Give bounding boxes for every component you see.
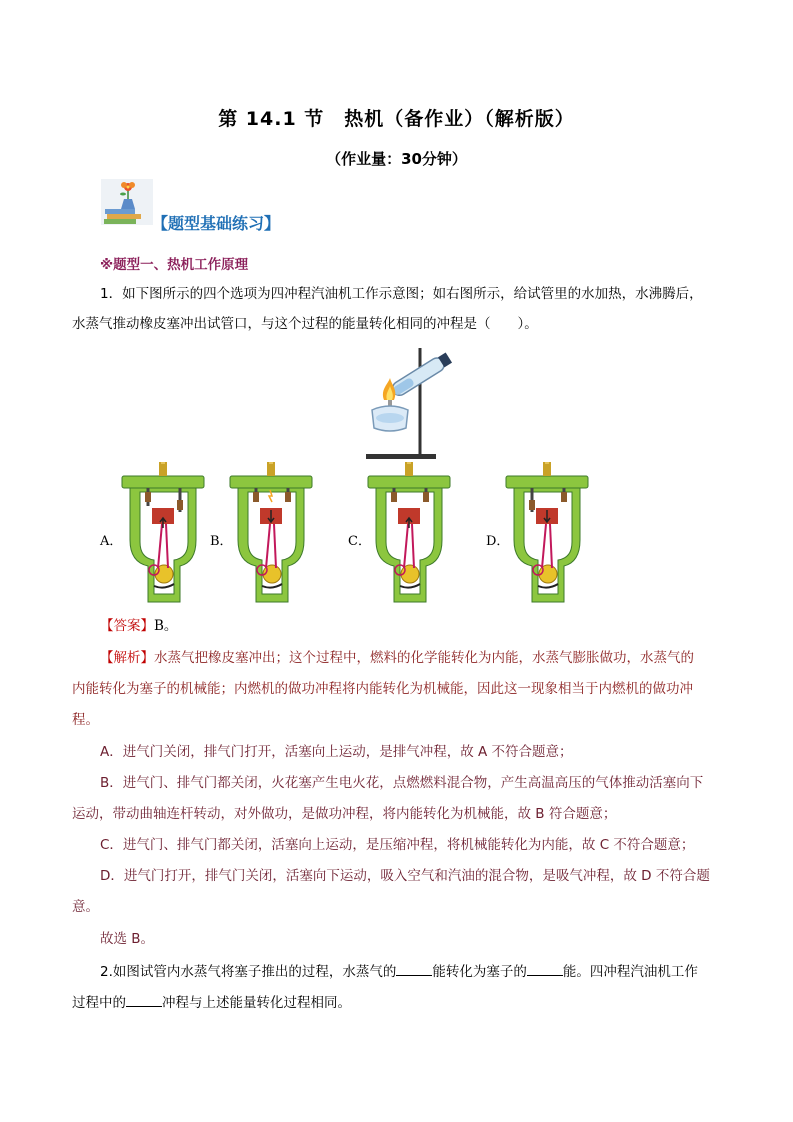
analysis-line-2: 内能转化为塞子的机械能；内燃机的做功冲程将内能转化为机械能，因此这一现象相当于内燃机的做功冲: [72, 681, 693, 697]
test-tube-apparatus-figure: [360, 340, 460, 462]
question-1-line-2: 水蒸气推动橡皮塞冲出试管口，与这个过程的能量转化相同的冲程是（ ）。: [72, 316, 538, 332]
answer-line: [100, 616, 177, 636]
analysis-option-b-1: B．进气门、排气门都关闭，火花塞产生电火花，点燃燃料混合物，产生高温高压的气体推动活塞向下: [100, 775, 704, 791]
answer-label: 【答案】: [100, 618, 154, 634]
question-2-part-5: 冲程与上述能量转化过程相同。: [162, 995, 351, 1011]
question-2-part-1: 2.如图试管内水蒸气将塞子推出的过程，水蒸气的: [100, 964, 397, 980]
option-d-label: D．: [486, 534, 510, 549]
option-c-label: C．: [348, 534, 371, 549]
question-2-line-2: [72, 992, 351, 1013]
engine-c-figure: [364, 462, 454, 612]
blank-2: [527, 961, 563, 976]
analysis-label: 【解析】: [100, 650, 154, 666]
type-heading: ※题型一、热机工作原理: [100, 257, 249, 273]
question-2-part-3: 能。四冲程汽油机工作: [562, 964, 698, 980]
option-a-label: A．: [100, 534, 123, 549]
blank-1: [396, 961, 432, 976]
engine-b-figure: [226, 462, 316, 612]
flower-books-icon: [101, 179, 153, 225]
section-title: 【题型基础练习】: [152, 214, 281, 233]
analysis-line-3: 程。: [72, 712, 99, 728]
analysis-option-d-2: 意。: [72, 899, 99, 915]
page-title: 第 14.1 节 热机（备作业）（解析版）: [218, 108, 575, 130]
analysis-text-1: 水蒸气把橡皮塞冲出；这个过程中，燃料的化学能转化为内能，水蒸气膨胀做功，水蒸气的: [154, 650, 694, 666]
question-2-part-4: 过程中的: [72, 995, 126, 1011]
question-2-part-2: 能转化为塞子的: [432, 964, 527, 980]
answer-value: B。: [154, 618, 178, 634]
question-1-line-1: 1．如下图所示的四个选项为四冲程汽油机工作示意图；如右图所示，给试管里的水加热，水沸腾后，: [100, 286, 703, 302]
conclusion: 故选 B。: [100, 931, 155, 947]
analysis-line-1: [100, 648, 694, 668]
analysis-option-c: C．进气门、排气门都关闭，活塞向上运动，是压缩冲程，将机械能转化为内能，故 C 不符合题意；: [100, 837, 695, 853]
option-b-label: B．: [210, 534, 233, 549]
engine-a-figure: [118, 462, 208, 612]
analysis-option-a: A．进气门关闭，排气门打开，活塞向上运动，是排气冲程，故 A 不符合题意；: [100, 744, 573, 760]
question-2-line-1: [100, 961, 698, 982]
page-subtitle: （作业量：30分钟）: [326, 150, 467, 168]
blank-3: [126, 992, 162, 1007]
analysis-option-d-1: D．进气门打开，排气门关闭，活塞向下运动，吸入空气和汽油的混合物，是吸气冲程，故 D 不符合题: [100, 868, 710, 884]
engine-d-figure: [502, 462, 592, 612]
analysis-option-b-2: 运动，带动曲轴连杆转动，对外做功，是做功冲程，将内能转化为机械能，故 B 符合题意；: [72, 806, 617, 822]
